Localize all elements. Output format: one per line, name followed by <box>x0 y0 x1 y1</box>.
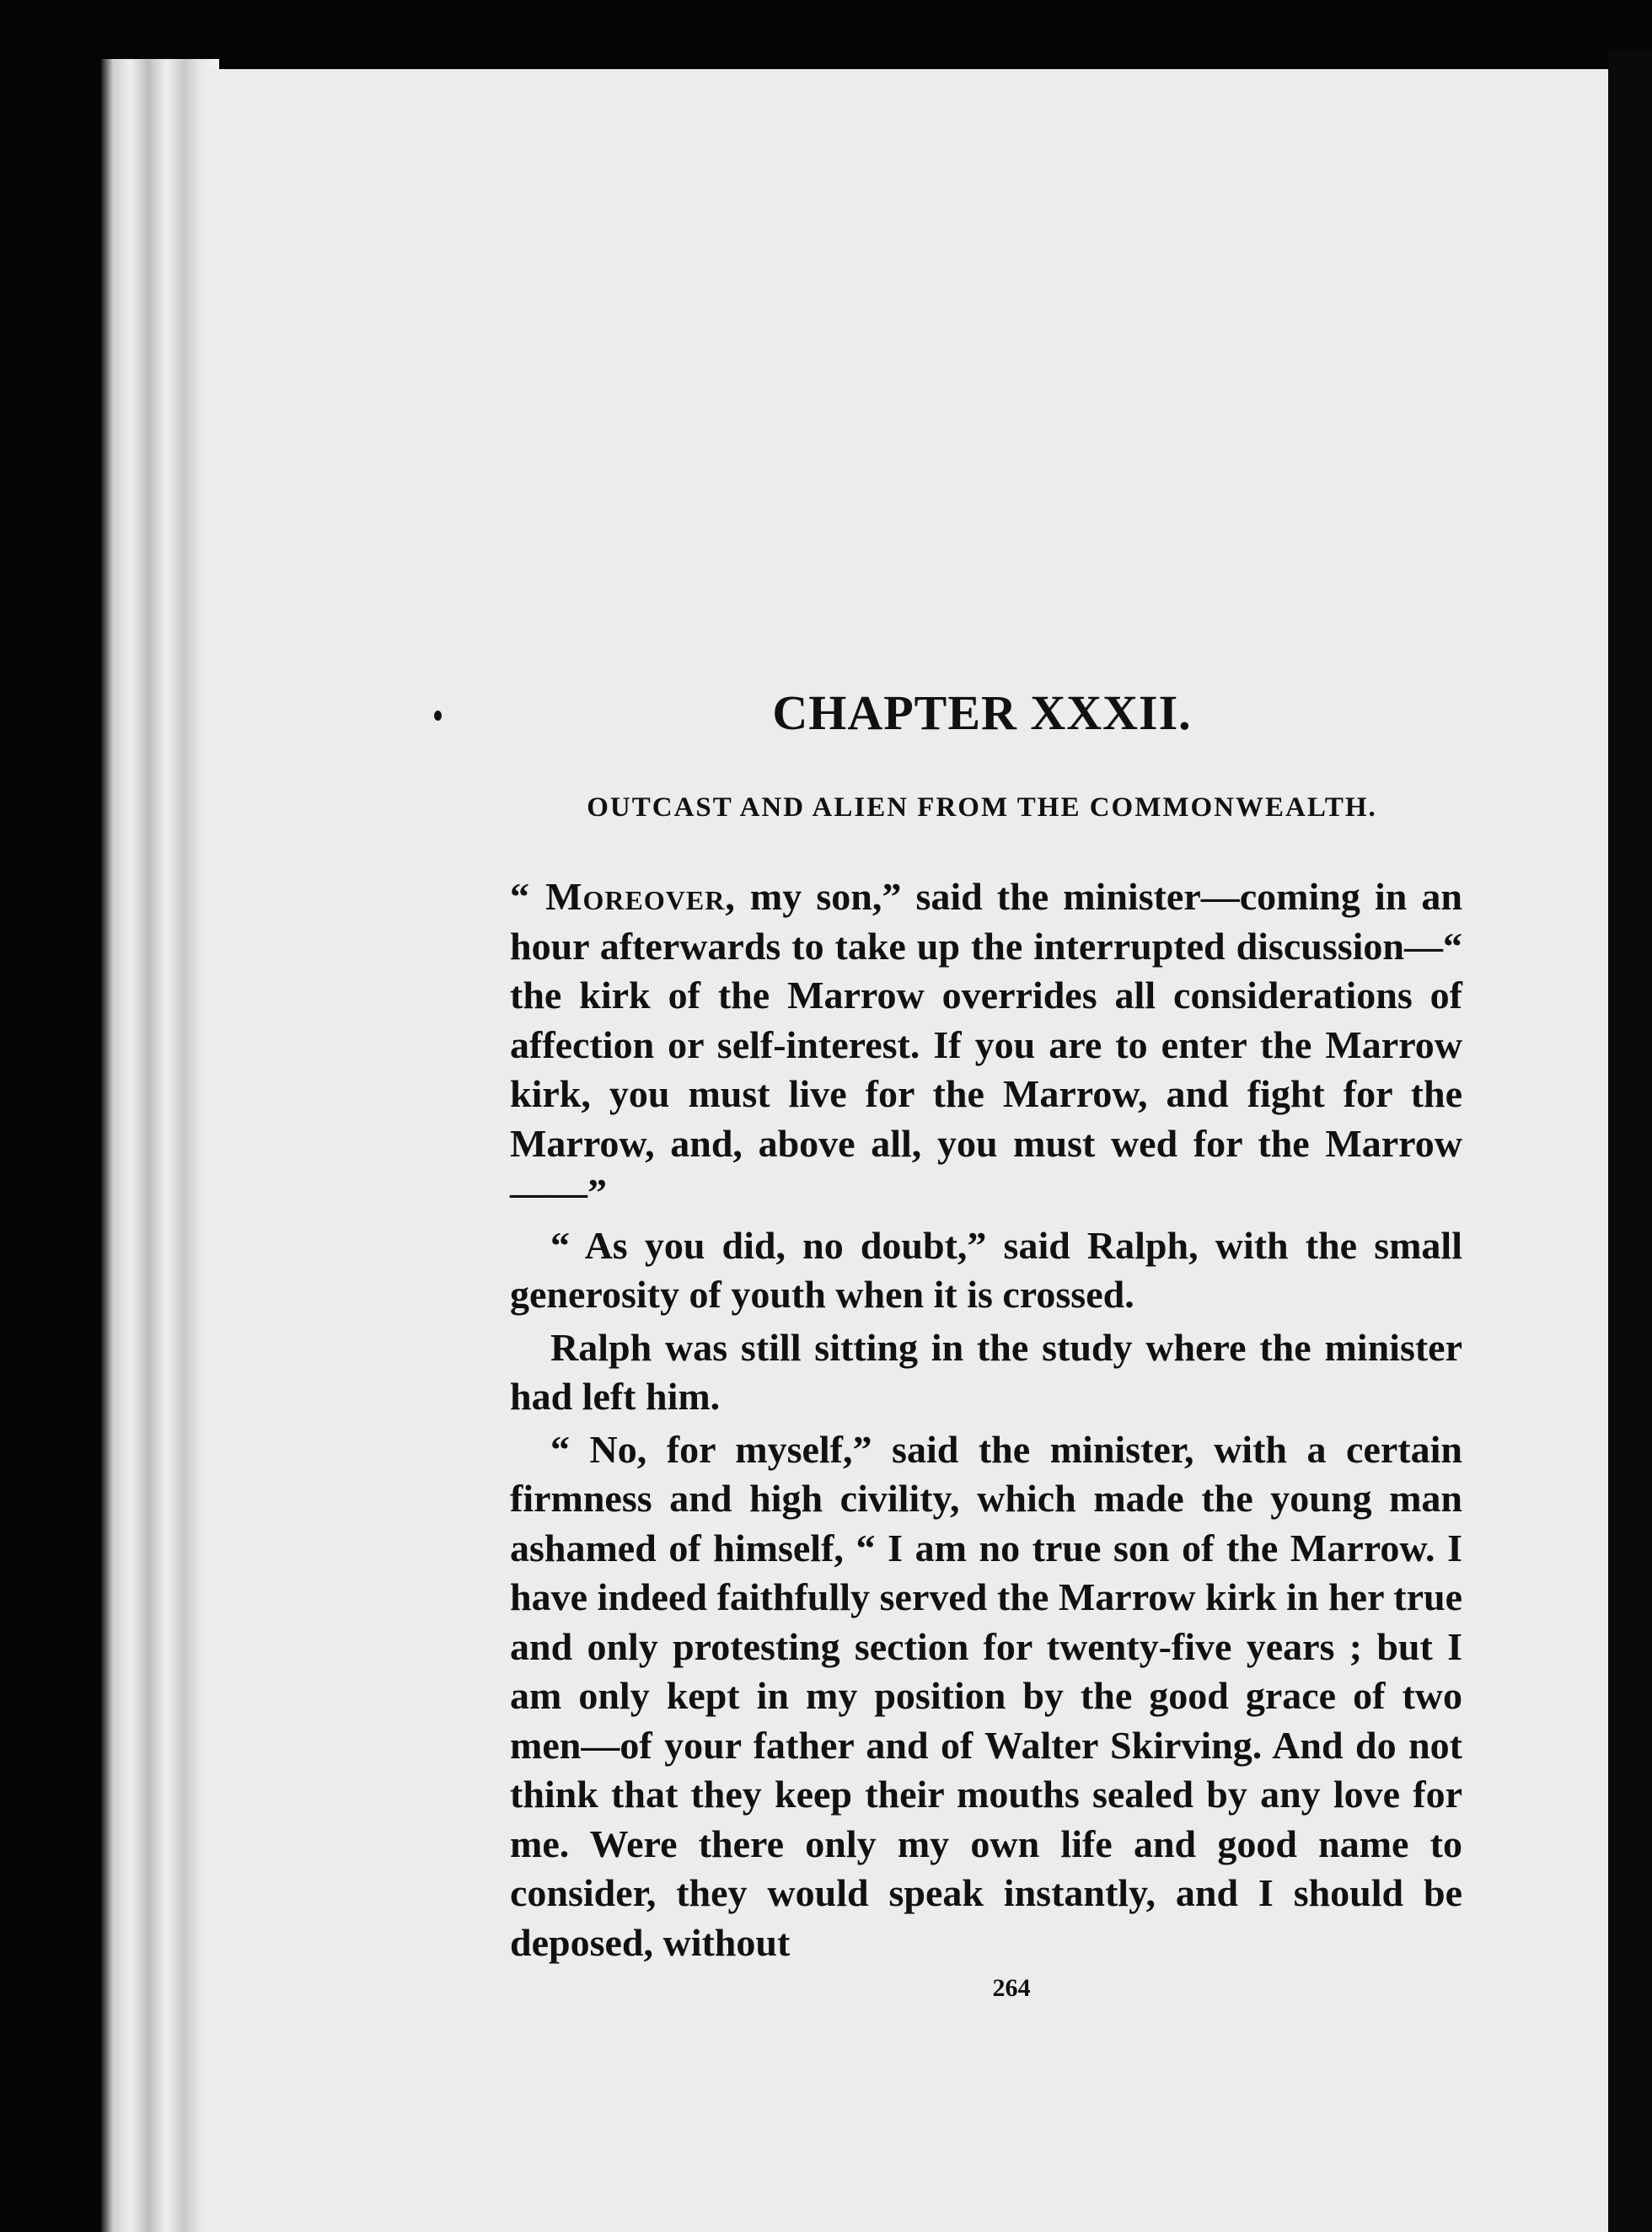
paragraph <box>510 1221 1462 1320</box>
paragraph-lead: “ Moreover, <box>510 875 736 918</box>
scan-border <box>1608 51 1652 2232</box>
paragraph-text: “ No, for myself,” said the minister, with a certain firmness and high civility, which made the young man ashamed of himself, “ I am no true son of the Marrow. I have indeed faithfully served the Marrow kirk in her true and only protesting section for twenty-five years ; but I am only kept in my position by the good grace of two men—of your father and of Walter Skirving. And do not think that they keep their mouths sealed by any love for me. Were there only my own life and good name to consider, they would speak instantly, and I should be deposed, without <box>510 1427 1462 1964</box>
paragraph <box>510 1323 1462 1422</box>
chapter-title: CHAPTER XXXII. <box>772 685 1192 740</box>
page-number: 264 <box>992 1974 1031 2002</box>
chapter-subtitle: OUTCAST AND ALIEN FROM THE COMMONWEALTH. <box>587 792 1377 823</box>
paragraph-text: “ As you did, no doubt,” said Ralph, with the small generosity of youth when it is crossed. <box>510 1223 1462 1316</box>
paragraph <box>510 1425 1462 1968</box>
paragraph-text: Ralph was still sitting in the study where the minister had left him. <box>510 1325 1462 1418</box>
book-spine-edge <box>101 59 219 2232</box>
margin-mark <box>434 711 442 721</box>
body-text <box>510 872 1462 1967</box>
paragraph <box>510 872 1462 1218</box>
paragraph-text: my son,” said the minister—coming in an hour afterwards to take up the interrupted discussion—“ the kirk of the Marrow overrides all considerations of affection or self-interest. If you are to enter the Marrow kirk, you must live for the Marrow, and fight for the Marrow, and, above all, you must wed for the Marrow——” <box>510 875 1462 1214</box>
